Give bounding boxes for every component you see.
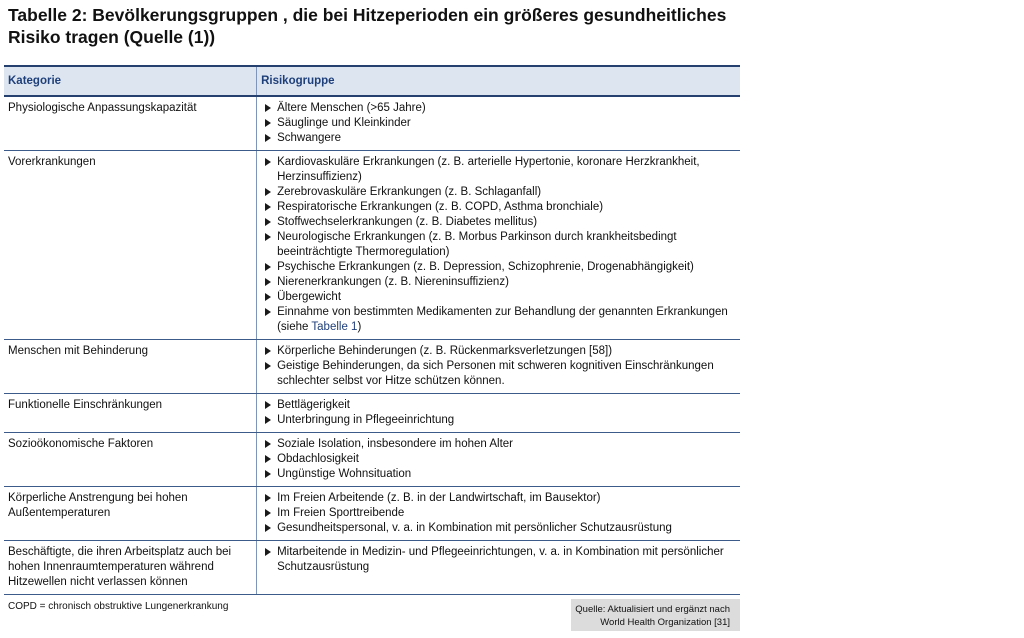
list-item: Übergewicht [263,290,736,305]
risk-list [263,437,736,482]
row-category: Physiologische Anpassungskapazität [4,96,257,151]
table-row [4,487,740,541]
risk-list [263,344,736,389]
tabelle-1-link[interactable]: Tabelle 1 [311,321,358,333]
list-item: Säuglinge und Kleinkinder [263,116,736,131]
list-item-medikamente [263,305,736,335]
table-title: Tabelle 2: Bevölkerungsgruppen , die bei Hitzeperioden ein größeres gesundheitliches Risiko tragen (Quelle (1)) [8,5,727,47]
list-item: Ältere Menschen (>65 Jahre) [263,101,736,116]
list-item-text: Einnahme von bestimmten Medikamenten zur Behandlung der genannten Erkrankungen (siehe [277,306,728,333]
list-item: Nierenerkrankungen (z. B. Niereninsuffizienz) [263,275,736,290]
list-item: Geistige Behinderungen, da sich Personen mit schweren kognitiven Einschränkungen schlechter selbst vor Hitze schützen können. [263,359,736,389]
risk-list [263,545,736,575]
source-line-2: World Health Organization [31] [600,617,730,628]
list-item: Schwangere [263,131,736,146]
list-item: Unterbringung in Pflegeeinrichtung [263,413,736,428]
risk-table [4,65,740,595]
table-row [4,433,740,487]
row-category: Beschäftigte, die ihren Arbeitsplatz auch bei hohen Innenraumtemperaturen während Hitzewellen nicht verlassen können [4,541,257,595]
list-item: Bettlägerigkeit [263,398,736,413]
list-item: Mitarbeitende in Medizin- und Pflegeeinrichtungen, v. a. in Kombination mit persönlicher Schutzausrüstung [263,545,736,575]
table-row [4,541,740,595]
list-item: Zerebrovaskuläre Erkrankungen (z. B. Schlaganfall) [263,185,736,200]
source-line-1: Quelle: Aktualisiert und ergänzt nach [575,604,730,615]
row-category: Menschen mit Behinderung [4,340,257,394]
table-row [4,340,740,394]
source-box [571,599,740,631]
list-item: Kardiovaskuläre Erkrankungen (z. B. arterielle Hypertonie, koronare Herzkrankheit, Herzinsuffizienz) [263,155,736,185]
footnote: COPD = chronisch obstruktive Lungenerkrankung [8,601,229,612]
table-row [4,151,740,340]
table-row [4,96,740,151]
list-item: Stoffwechselerkrankungen (z. B. Diabetes mellitus) [263,215,736,230]
risk-list [263,101,736,146]
list-item: Körperliche Behinderungen (z. B. Rückenmarksverletzungen [58]) [263,344,736,359]
table-row [4,394,740,433]
list-item: Psychische Erkrankungen (z. B. Depression, Schizophrenie, Drogenabhängigkeit) [263,260,736,275]
list-item: Soziale Isolation, insbesondere im hohen Alter [263,437,736,452]
risk-list [263,155,736,335]
list-item: Respiratorische Erkrankungen (z. B. COPD, Asthma bronchiale) [263,200,736,215]
list-item: Ungünstige Wohnsituation [263,467,736,482]
risk-list [263,491,736,536]
table-header-row [4,66,740,96]
list-item: Gesundheitspersonal, v. a. in Kombination mit persönlicher Schutzausrüstung [263,521,736,536]
header-kategorie: Kategorie [4,66,257,96]
list-item: Obdachlosigkeit [263,452,736,467]
list-item: Neurologische Erkrankungen (z. B. Morbus Parkinson durch krankheitsbedingt beeinträchtigte Thermoregulation) [263,230,736,260]
list-item-end: ) [357,321,362,333]
row-category: Vorerkrankungen [4,151,257,340]
row-category: Sozioökonomische Faktoren [4,433,257,487]
header-risikogruppe: Risikogruppe [257,66,740,96]
list-item: Im Freien Arbeitende (z. B. in der Landwirtschaft, im Bausektor) [263,491,736,506]
list-item: Im Freien Sporttreibende [263,506,736,521]
risk-list [263,398,736,428]
row-category: Körperliche Anstrengung bei hohen Außentemperaturen [4,487,257,541]
row-category: Funktionelle Einschränkungen [4,394,257,433]
